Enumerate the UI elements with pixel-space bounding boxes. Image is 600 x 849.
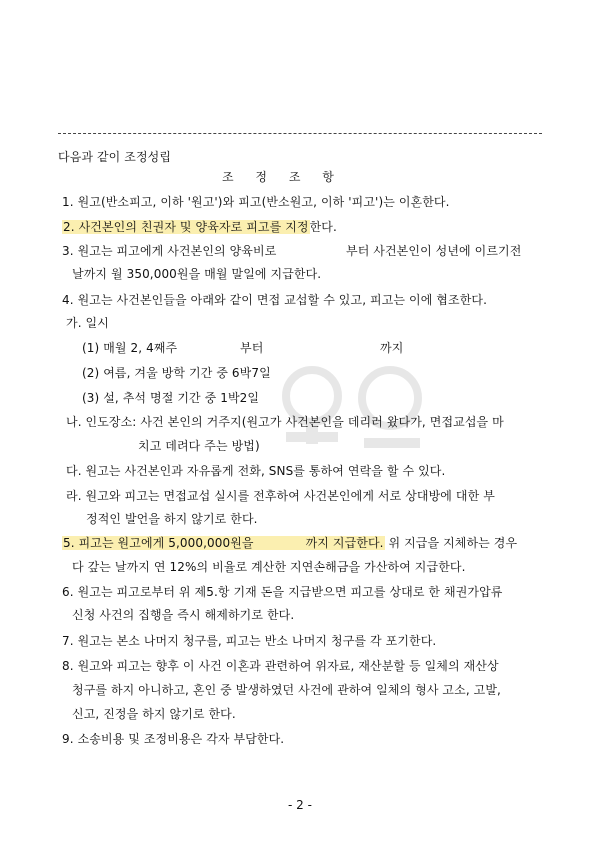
separator-line (58, 133, 542, 134)
clause-6-cont: 신청 사건의 집행을 즉시 해제하기로 한다. (72, 608, 295, 622)
clause-4-ga-3: (3) 설, 추석 명절 기간 중 1박2일 (82, 391, 260, 405)
clause-1: 1. 원고(반소피고, 이하 '원고')와 피고(반소원고, 이하 '피고')는 이혼한다. (62, 195, 450, 209)
clause-4-ga-1-until: 까지 (380, 341, 404, 355)
clause-8: 8. 원고와 피고는 향후 이 사건 이혼과 관련하여 위자료, 재산분할 등 일체의 재산상 (62, 659, 499, 673)
clause-7: 7. 원고는 본소 나머지 청구를, 피고는 반소 나머지 청구를 각 포기한다. (62, 634, 437, 648)
clause-4-da: 다. 원고는 사건본인과 자유롭게 전화, SNS를 통하여 연락을 할 수 있다. (66, 464, 446, 478)
clause-5 (62, 535, 517, 551)
clause-4-ga-2: (2) 여름, 겨울 방학 기간 중 6박7일 (82, 366, 271, 380)
clause-3-line-2: 날까지 월 350,000원을 매월 말일에 지급한다. (72, 267, 322, 281)
clause-4-na-cont: 치고 데려다 주는 방법) (138, 439, 260, 453)
clause-5-cont: 다 갚는 날까지 연 12%의 비율로 계산한 지연손해금을 가산하여 지급한다. (72, 560, 466, 574)
clause-4-ra: 라. 원고와 피고는 면접교섭 실시를 전후하여 사건본인에게 서로 상대방에 대한 부 (66, 489, 495, 503)
clause-5-highlight: 5. 피고는 원고에게 5,000,000원을 까지 지급한다. (63, 536, 384, 550)
section-title: 조 정 조 항 (222, 170, 343, 184)
intro-text: 다음과 같이 조정성립 (58, 150, 172, 164)
clause-4: 4. 원고는 사건본인들을 아래와 같이 면접 교섭할 수 있고, 피고는 이에 협조한다. (62, 293, 487, 307)
clause-6: 6. 원고는 피고로부터 위 제5.항 기재 돈을 지급받으면 피고를 상대로 한 채권가압류 (62, 585, 503, 599)
clause-3-line-1: 3. 원고는 피고에게 사건본인의 양육비로 (62, 244, 277, 258)
clause-3-line-1-end: 부터 사건본인이 성년에 이르기전 (346, 244, 522, 258)
clause-4-ga-1-from: 부터 (240, 341, 264, 355)
clause-4-ra-cont: 정적인 발언을 하지 않기로 한다. (86, 512, 258, 526)
clause-8-cont: 청구를 하지 아니하고, 혼인 중 발생하였던 사건에 관하여 일체의 형사 고소, 고발, (72, 683, 501, 697)
clause-2-highlight: 2. 사건본인의 친권자 및 양육자로 피고를 지정 (63, 220, 309, 234)
clause-4-ga-1: (1) 매월 2, 4째주 (82, 341, 178, 355)
clause-4-ga: 가. 일시 (66, 316, 109, 330)
page-number: - 2 - (288, 798, 312, 812)
clause-5-rest: 위 지급을 지체하는 경우 (384, 536, 518, 550)
clause-9: 9. 소송비용 및 조정비용은 각자 부담한다. (62, 732, 285, 746)
clause-4-na: 나. 인도장소: 사건 본인의 거주지(원고가 사건본인을 데리러 왔다가, 면접교섭을 마 (66, 415, 504, 429)
clause-8-cont-2: 신고, 진정을 하지 않기로 한다. (72, 707, 236, 721)
stamp-watermark-icon (272, 358, 432, 468)
clause-2-rest: 한다. (309, 220, 337, 234)
clause-2 (62, 219, 337, 235)
